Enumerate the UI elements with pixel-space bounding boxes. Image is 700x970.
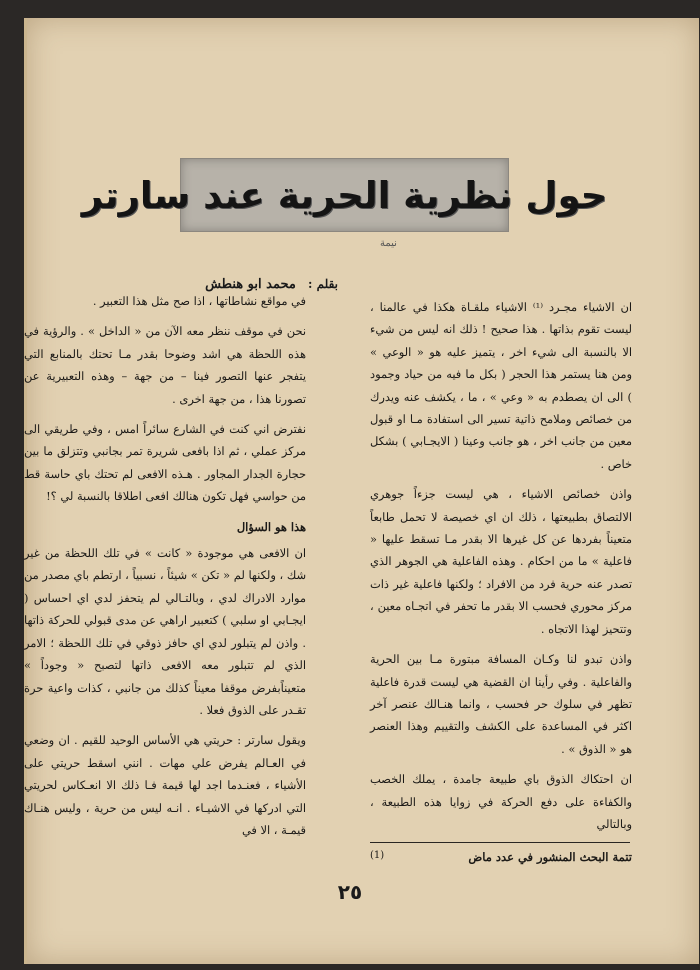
- left-paragraph-3: نفترض اني كنت في الشارع سائراً امس ، وفي طريقي الى مركز عملي ، ثم اذا بافعى شريرة تمر بجانبي وتتزلق ما بين حجارة الجدار المجاور . هـذه الافعى لم تحتك باي حاسة قط من حواسي فهل تكون هنالك افعى اطلاقا بالنسبة لي ؟!: [24, 422, 306, 504]
- left-paragraph-5: ويقول سارتر : حريتي هي الأساس الوحيد للقيم . ان وضعي في العـالم يفرض علي مهات . انني اسقط حريتي على الأشياء ، فعنـدما اجد لها قيمة فـا ذلك الا انعـكاس لحريتي التي ادركها في الاشيـاء . انـه ليس من حرية ، وليس هنـاك قيمـة ، الا في: [24, 733, 306, 837]
- left-paragraph-4: ان الافعى هي موجودة « كانت » في تلك اللحظة من غير شك ، ولكنها لم « تكن » شيئاً ، نسبياً ، ارتطم باي مصدر من موارد الادراك لدي ، وبالتـالي لم يتحفز لدي اي احساس ( ايجـابي او سلبي ) كتعبير اراهي عن مدى قبولي للحركة ذاتها . واذن لم يتبلور لدي اي حافز ذوقي في تلك اللحظة ؛ الامر الذي لم تتبلور معه الافعى ذاتها لتصبح « وجوداً » متعيناًبفرض موقفا معيناً كذلك من جانبي ، كذات واعية حرة تقـدر على الذوق فعلا .: [24, 546, 306, 717]
- right-column: [370, 296, 632, 843]
- left-paragraph-2: نحن في موقف ننظر معه الآن من « الداخل » . والرؤية في هذه اللحظة هي اشد وضوحا بقدر مـا تحتك بالمنابع التي يتفجر عنها التصور فينا – من جهة – وهذه التعبيرية عن تصورنا هذا ، من جهة اخرى .: [24, 324, 306, 406]
- page-number: ٢٥: [337, 880, 363, 904]
- right-paragraph-1: ان الاشياء مجـرد ⁽¹⁾ الاشياء ملقـاة هكذا في عالمنا ، ليست تقوم بذاتها . هذا صحيح ! ذلك انه ليس من شيء الا بالنسبة الى شيء اخر ، يتميز عليه هو « الوعي » ومن هنا يستمر هذا الحجر ( بكل ما فيه من حياد وجمود ) الى ان يصطدم به « وعي » ، ما ، يكشف عنه ويدرك من خصائص وملامح ذاتية تسير الى استفادة مـا او قبول معين من جانب اخر ، هو جانب وعينا ( الايجـابي ) بشكل خاص .: [370, 300, 632, 471]
- footnote-text: تتمة البحث المنشور في عدد ماض: [468, 850, 632, 864]
- left-column: [24, 290, 306, 849]
- right-paragraph-2: واذن خصائص الاشياء ، هي ليست جزءاً جوهري الالتصاق بطبيعتها ، ذلك ان اي خصيصة لا تحمل طابعاً متعيناً بفردها عن كل غيرها الا بقدر مـا تسقط عليها « فاعلية » ما من احكام . وهذه الفاعلية هي الجوهر الذي تصدر عنه حرية فرد من الافراد ؛ ولكنها فاعلية غير ذات مركز محوري فحسب الا بقدر ما تحفر في اتجـاه معين ، وتتحيز لهذا الاتجاه .: [370, 487, 632, 636]
- right-paragraph-3: واذن تبدو لنا وكـان المسافة مبتورة مـا بين الحرية والفاعلية . وفي رأينا ان القضية هي ليست قدرة فاعلية تظهر في سلوك حر فحسب ، وانما هنـالك عنصر آخر اكثر في المساعدة على الكشف والتقييم وهذا العنصر هو « الذوق » .: [370, 652, 632, 756]
- footnote: [370, 850, 632, 864]
- footnote-number: (1): [370, 850, 385, 861]
- footnote-divider: [370, 842, 630, 843]
- article-title-banner: [81, 158, 608, 232]
- article-title: حول نظرية الحرية عند سارتر: [81, 173, 608, 217]
- right-paragraph-4: ان احتكاك الذوق باي طبيعة جامدة ، يملك الخصب والكفاءة على دفع الحركة في زوايا هذه الطبيعة ، وبالتالي: [370, 772, 632, 831]
- author-name: محمد ابو هنطش: [205, 277, 296, 292]
- title-signature: نيمة: [380, 238, 397, 249]
- byline-label: بقلم :: [308, 277, 338, 291]
- section-heading: هذا هو السؤال: [236, 519, 306, 534]
- left-paragraph-1: في مواقع نشاطاتها ، اذا صح مثل هذا التعبير .: [92, 294, 306, 308]
